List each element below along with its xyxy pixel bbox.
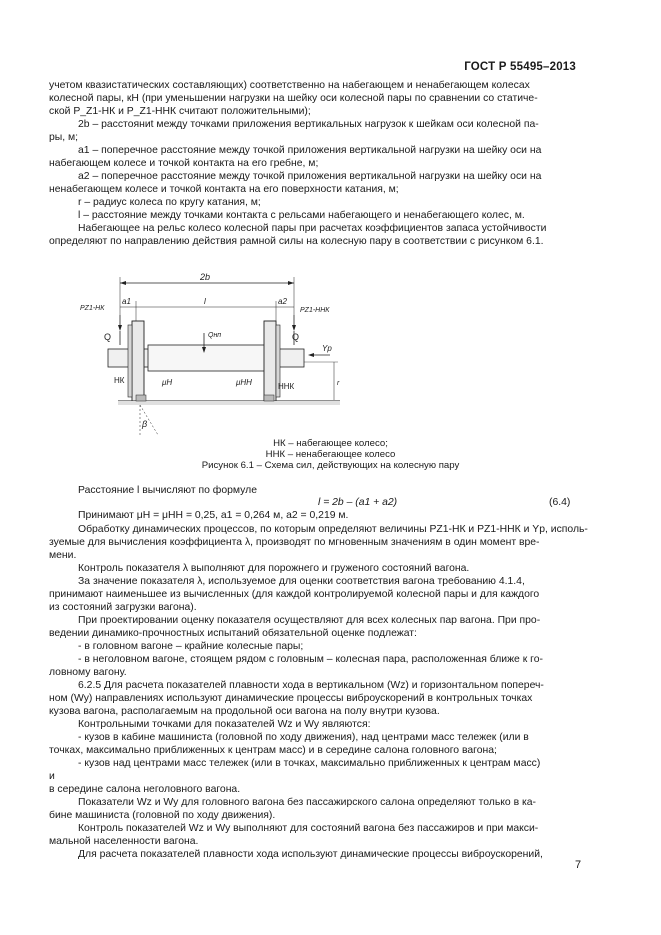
figure-caption: Рисунок 6.1 – Схема сил, действующих на колесную пару [201,460,460,471]
p-left-label: PZ1-НК [80,305,105,312]
dim-2b-label: 2b [200,272,211,282]
text-line: учетом квазистатических составляющих) соответственно на набегающем и ненабегающем колесах [49,80,530,91]
nk-label: НК [114,376,125,385]
text-line: из состояний загрузки вагона). [49,602,197,613]
text-line: Показатели Wz и Wy для головного вагона без пассажирского салона определяют только в ка- [78,797,536,808]
dim-l-label: l [204,297,206,306]
text-line: - кузов в кабине машиниста (головной по ходу движения), над центрами масс тележек (или в [78,732,529,743]
text-line: мальной населенности вагона. [49,836,199,847]
text-line: a1 – поперечное расстояние между точкой приложения вертикальной нагрузки на шейку оси на [78,145,542,156]
text-line: Для расчета показателей плавности хода используют динамические процессы виброускорений, [78,849,543,860]
text-line: принимают наименьшее из вычисленных (для каждой контролируемой колесной пары и для каждого [49,589,540,600]
q-right-label: Q [292,332,300,342]
text-line: определяют по направлению действия рамной силы на колесную пару в соответствии с рисунком 6.1. [49,236,544,247]
text-line: мени. [49,550,77,561]
text-line: Набегающее на рельс колесо колесной пары при расчетах коэффициентов запаса устойчивости [78,223,547,234]
text-line: За значение показателя λ, используемое для оценки соответствия вагона требованию 4.1.4, [78,576,525,587]
r-label: r [337,380,340,387]
text-line: ловному вагону. [49,667,127,678]
formula-intro: Расстояние l вычисляют по формуле [78,485,257,496]
mu-left-label: μН [162,378,173,387]
formula-number: (6.4) [549,497,571,508]
text-line: Контроль показателей Wz и Wy выполняют для состояний вагона без пассажиров и при макси- [78,823,539,834]
text-line: бине машиниста (головной по ходу движения). [49,810,276,821]
text-line: Контрольными точками для показателей Wz и Wy являются: [78,719,371,730]
text-line: 2b – расстояниt между точками приложения вертикальных нагрузок к шейкам оси колесной па- [78,119,539,130]
text-line: точках, максимально приближенных к центрам масс) и в середине салона головного вагона; [49,745,497,756]
text-line: ры, м; [49,132,79,143]
text-line: r – радиус колеса по кругу катания, м; [78,197,261,208]
text-line: - в головном вагоне – крайние колесные пары; [78,641,304,652]
text-line: и [49,771,55,782]
q-center-label: Qнп [208,332,222,339]
text-line: Контроль показателя λ выполняют для порожнего и груженого состояний вагона. [78,563,470,574]
text-line: l – расстояние между точками контакта с рельсами набегающего и ненабегающего колес, м. [78,210,525,221]
text-line: колесной пары, кН (при уменьшении нагрузки на шейку оси колесной пары по сравнении со статиче- [49,93,538,104]
text-line: - в неголовном вагоне, стоящем рядом с головным – колесная пара, расположенная ближе к го- [78,654,543,665]
text-line: ведении динамико-прочностных испытаний обязательной оценке подлежат: [49,628,417,639]
nnk-label: ННК [278,382,295,391]
text-line: При проектировании оценку показателя осуществляют для всех колесных пар вагона. При про- [78,615,541,626]
text-line: ном (Wy) направлениях используют динамические процессы виброускорений в контрольных точках [49,693,533,704]
text-line: a2 – поперечное расстояние между точкой приложения вертикальной нагрузки на шейку оси на [78,171,542,182]
dim-a2-label: a2 [278,297,287,306]
text-line: зуемые для вычисления коэффициента λ, производят по мгновенным значениям в один момент вре- [49,537,540,548]
text-line: ской P_Z1-НК и P_Z1-ННК считают положительными); [49,106,311,117]
mu-right-label: μНН [236,378,252,387]
wheelset-force-diagram [78,265,478,441]
document-header: ГОСТ Р 55495–2013 [464,61,576,73]
text-line: кузова вагона, располагаемым на продольной оси вагона на полу внутри кузова. [49,706,440,717]
text-line: 6.2.5 Для расчета показателей плавности хода в вертикальном (Wz) и горизонтальном попереч- [78,680,544,691]
figure-legend-nnk: ННК – ненабегающее колесо [265,449,396,460]
p-right-label: PZ1-ННК [300,307,330,314]
y-force-label: Yр [322,344,332,353]
text-line: - кузов над центрами масс тележек (или в точках, максимально приближенных к центрам масс) [78,758,541,769]
page-number: 7 [575,859,582,871]
text-line: набегающем колесе и точкой контакта на его гребне, м; [49,158,319,169]
dim-a1-label: a1 [122,297,131,306]
beta-label: β [142,419,148,429]
text-line: Обработку динамических процессов, по которым определяют величины PZ1-НК и PZ1-ННК и Yр, исполь- [78,524,588,535]
text-line: ненабегающем колесе и точкой контакта на его поверхности катания, м; [49,184,399,195]
q-left-label: Q [104,332,112,342]
text-line: в середине салона неголовного вагона. [49,784,241,795]
formula-accepted-values: Принимают μН = μНН = 0,25, a1 = 0,264 м, a2 = 0,219 м. [78,510,349,521]
formula-expression: l = 2b – (a1 + a2) [318,497,398,508]
figure-legend-nk: НК – набегающее колесо; [273,438,388,449]
